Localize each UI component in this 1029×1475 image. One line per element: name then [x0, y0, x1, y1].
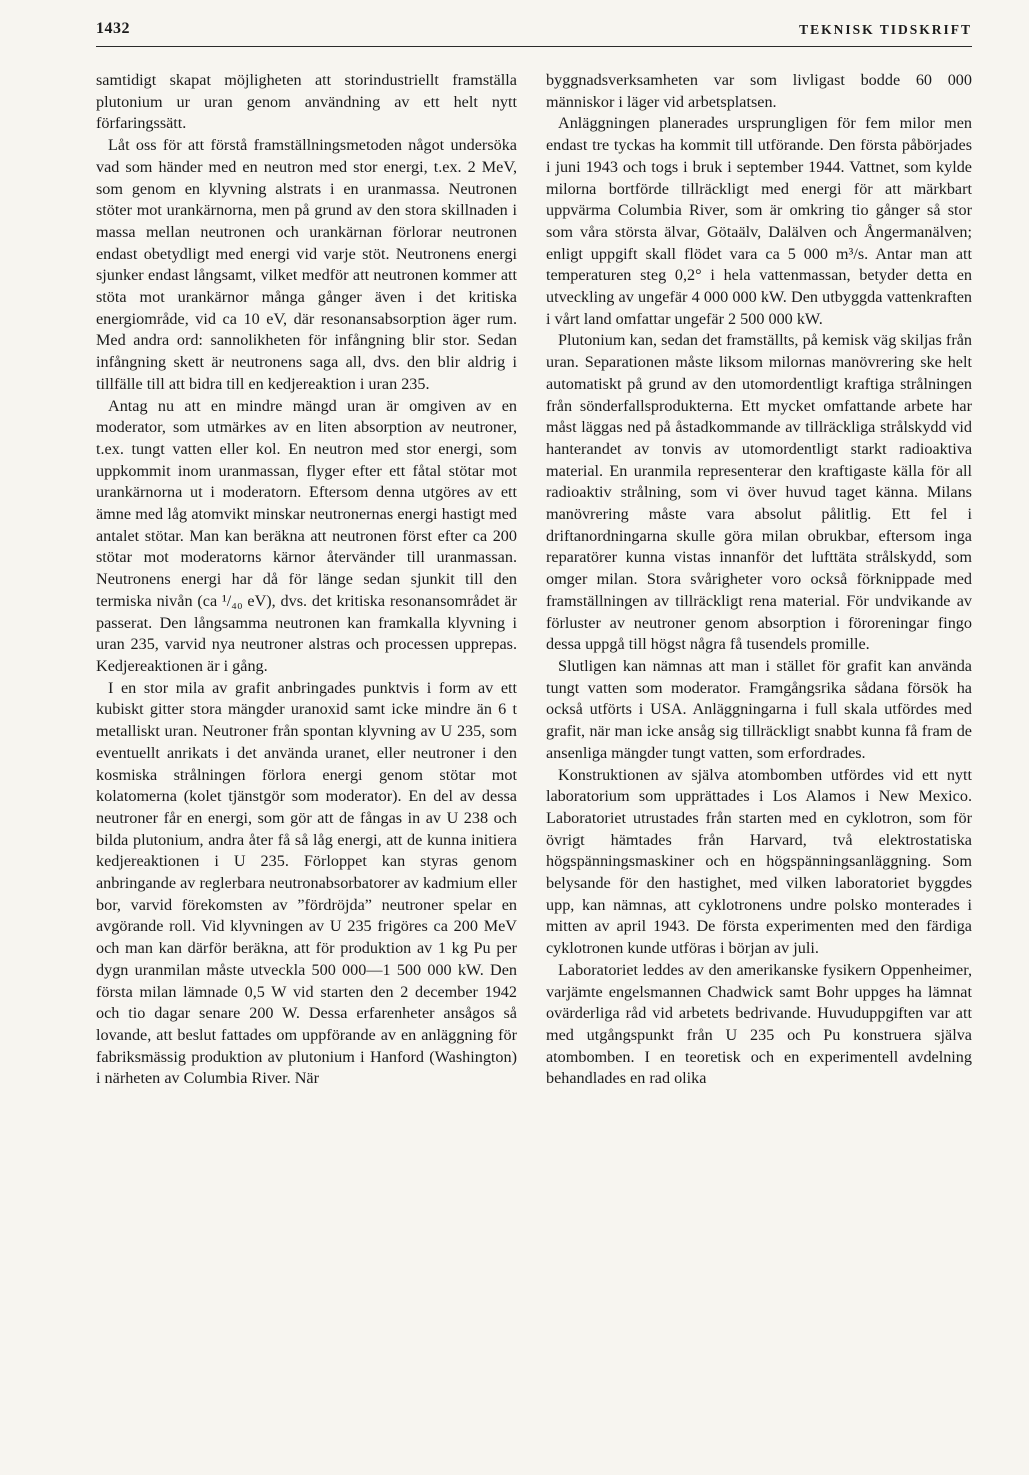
paragraph: Laboratoriet leddes av den amerikanske fysikern Oppenheimer, varjämte engelsmannen Chadwick samt Bohr uppges ha lämnat ovärderliga råd vid arbetets bedrivande. Huvuduppgiften var att med utgångspunkt från U 235 och Pu konstruera själva atombomben. I en teoretisk och en experimentell avdelning behandlades en rad olika	[546, 960, 972, 1088]
paragraph: Låt oss för att förstå framställningsmetoden något undersöka vad som händer med en neutron med stor energi, t.ex. 2 MeV, som genom en klyvning alstrats i en uranmassa. Neutronen stöter mot urankärnorna, men på grund av den stora skillnaden i massa mellan neutronen och urankärnan förlorar neutronen endast obetydligt med energi vid varje stöt. Neutronens energi sjunker endast långsamt, vilket medför att neutronen kommer att stöta mot urankärnor många gånger även i det kritiska energiområde, vid ca 10 eV, där resonansabsorption äger rum. Med andra ord: sannolikheten för infångning blir stor. Sedan infångning skett är neutronens saga all, dvs. den blir aldrig i tillfälle till att bidra till en kedjereaktion i uran 235.	[96, 136, 517, 393]
right-column	[546, 70, 972, 1090]
paragraph: Plutonium kan, sedan det framställts, på kemisk väg skiljas från uran. Separationen måste liksom milornas manövrering ske helt automatiskt på grund av den utomordentligt kraftiga strålningen från sönderfallsprodukterna. Ett mycket omfattande arbete har måst läggas ned på åstadkommande av tillräckliga strålskydd vid hanterandet av tonvis av utomordentligt starkt radioaktiva material. En uranmila representerar den kraftigaste källa för all radioaktiv strålning, som vi över huvud taget känna. Milans manövrering måste vara absolut pålitlig. Ett fel i driftanordningarna skulle göra milan obrukbar, eftersom inga reparatörer kunna vistas innanför det lufttäta strålskydd, som omger milan. Stora svårigheter voro också förknippade med framställningen av tillräckligt rena material. För undvikande av förluster av neutroner genom absorption i föroreningar fingo dessa uppgå till högst några få tusendels promille.	[546, 331, 972, 654]
paragraph: I en stor mila av grafit anbringades punktvis i form av ett kubiskt gitter stora mängder uranoxid samt icke mindre än 6 t metalliskt uran. Neutroner från spontan klyvning av U 235, som eventuellt anrikats i det använda uranet, eller neutroner i den kosmiska strålningen förlora energi genom stötar mot kolatomerna (kolet tjänstgör som moderator). En del av dessa neutroner får en energi, som gör att de fångas in av U 238 och bilda plutonium, andra åter få så låg energi, att de kunna initiera kedjereaktionen i U 235. Förloppet kan styras genom anbringande av reglerbara neutronabsorbatorer av kadmium eller bor, varvid förekomsten av ”fördröjda” neutroner spelar en avgörande roll. Vid klyvningen av U 235 frigöres ca 200 MeV och man kan därför beräkna, att för produktion av 1 kg Pu per dygn uranmilan måste utveckla 500 000—1 500 000 kW. Den första milan lämnade 0,5 W vid starten den 2 december 1942 och tio dagar senare 200 W. Dessa erfarenheter ansågos så lovande, att beslut fattades om uppförande av en anläggning för fabriksmässig produktion av plutonium i Hanford (Washington) i närheten av Columbia River. När	[96, 678, 517, 1088]
journal-title: TEKNISK TIDSKRIFT	[799, 22, 972, 37]
paragraph: byggnadsverksamheten var som livligast bodde 60 000 människor i läger vid arbetsplatsen.	[546, 71, 972, 111]
paragraph: Antag nu att en mindre mängd uran är omgiven av en moderator, som utmärkes av en liten absorption av neutroner, t.ex. tungt vatten eller kol. En neutron med stor energi, som uppkommit inom uranmassan, flyger efter ett fåtal stötar mot urankärnorna ut i moderatorn. Eftersom denna utgöres av ett ämne med låg atomvikt minskar neutronernas energi hastigt med antalet stötar. Man kan beräkna att neutronen först efter ca 200 stötar mot moderatorns kärnor återvänder till uranmassan. Neutronens energi har då för länge sedan sjunkit till den termiska nivån (ca ¹/₄₀ eV), dvs. det kritiska resonansområdet är passerat. Den långsamma neutronen kan framkalla klyvning i uran 235, varvid nya neutroner alstras och processen upprepas. Kedjereaktionen är i gång.	[96, 396, 517, 675]
paragraph: Slutligen kan nämnas att man i stället för grafit kan använda tungt vatten som moderator. Framgångsrika sådana försök ha också utförts i USA. Anläggningarna i full skala utfördes med grafit, när man icke ansåg sig tillräckligt snabbt kunna få fram de ansenliga mängder tungt vatten, som erfordrades.	[546, 656, 972, 762]
page-number: 1432	[96, 20, 130, 37]
paragraph: samtidigt skapat möjligheten att storindustriellt framställa plutonium ur uran genom användning av ett helt nytt förfaringssätt.	[96, 71, 517, 133]
left-column	[96, 70, 517, 1090]
paragraph: Anläggningen planerades ursprungligen för fem milor men endast tre tyckas ha kommit till utförande. Den första påbörjades i juni 1943 och togs i bruk i september 1944. Vattnet, som kylde milorna bortförde tillräckligt med energi för att märkbart uppvärma Columbia River, som är omkring tio gånger så stor som våra största älvar, Götaälv, Dalälven och Ångermanälven; enligt uppgift skall flödet vara ca 5 000 m³/s. Antar man att temperaturen steg 0,2° i hela vattenmassan, betyder detta en utveckling av ungefär 4 000 000 kW. Den utbyggda vattenkraften i vårt land omfattar ungefär 2 500 000 kW.	[546, 114, 972, 328]
page-header	[96, 18, 972, 47]
paragraph: Konstruktionen av själva atombomben utfördes vid ett nytt laboratorium som upprättades i Los Alamos i New Mexico. Laboratoriet utrustades från starten med en cyklotron, som för övrigt hämtades från Harvard, två elektrostatiska högspänningsmaskiner och en högspänningsanläggning. Som belysande för den hastighet, med vilken laboratoriet byggdes upp, kan nämnas, att cyklotronens undre polsko monterades i mitten av april 1943. De första experimenten med den färdiga cyklotronen kunde utföras i början av juli.	[546, 765, 972, 958]
